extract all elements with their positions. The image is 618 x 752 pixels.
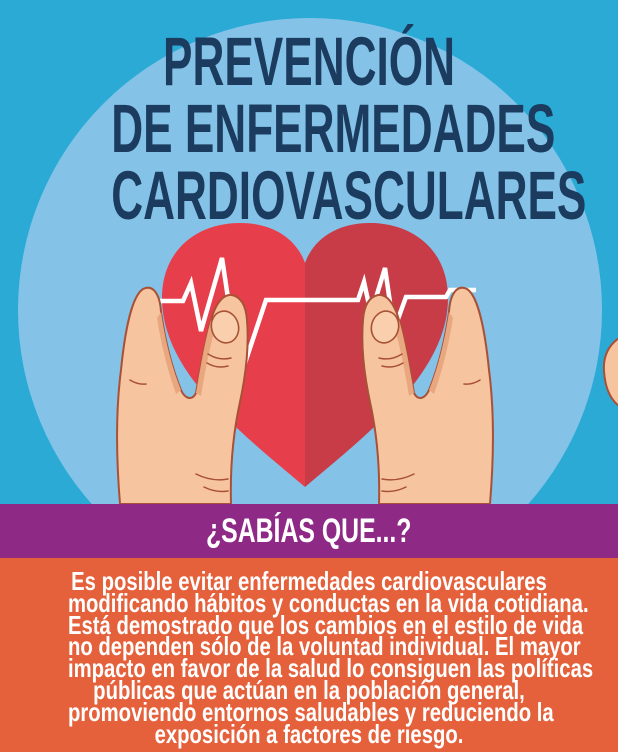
sabias-que-banner [0, 504, 618, 558]
body-line-5: impacto en favor de la salud lo consiguen las políticas [67, 653, 594, 684]
body-line-7: promoviendo entornos saludables y reduciendo la [67, 696, 554, 727]
body-line-4: no dependen sólo de la voluntad individual. El mayor [67, 631, 581, 662]
title-line-1: PREVENCIÓN [163, 23, 455, 100]
title-line-2: DE ENFERMEDADES [111, 90, 556, 167]
body-line-1: Es posible evitar enfermedades cardiovasculares [71, 566, 547, 596]
body-line-2: modificando hábitos y conductas en la vida cotidiana. [67, 587, 589, 618]
body-line-3: Está demostrado que los cambios en el estilo de vida [67, 609, 584, 640]
body-paragraph [0, 558, 618, 752]
body-line-6: públicas que actúan en la población general, [93, 674, 525, 705]
title-line-3: CARDIOVASCULARES [111, 157, 587, 234]
banner-label: ¿SABÍAS QUE...? [206, 512, 412, 550]
poster-title [111, 23, 587, 234]
body-line-8: exposición a factores de riesgo. [154, 718, 464, 749]
right-edge-fingertip-icon [604, 338, 618, 406]
